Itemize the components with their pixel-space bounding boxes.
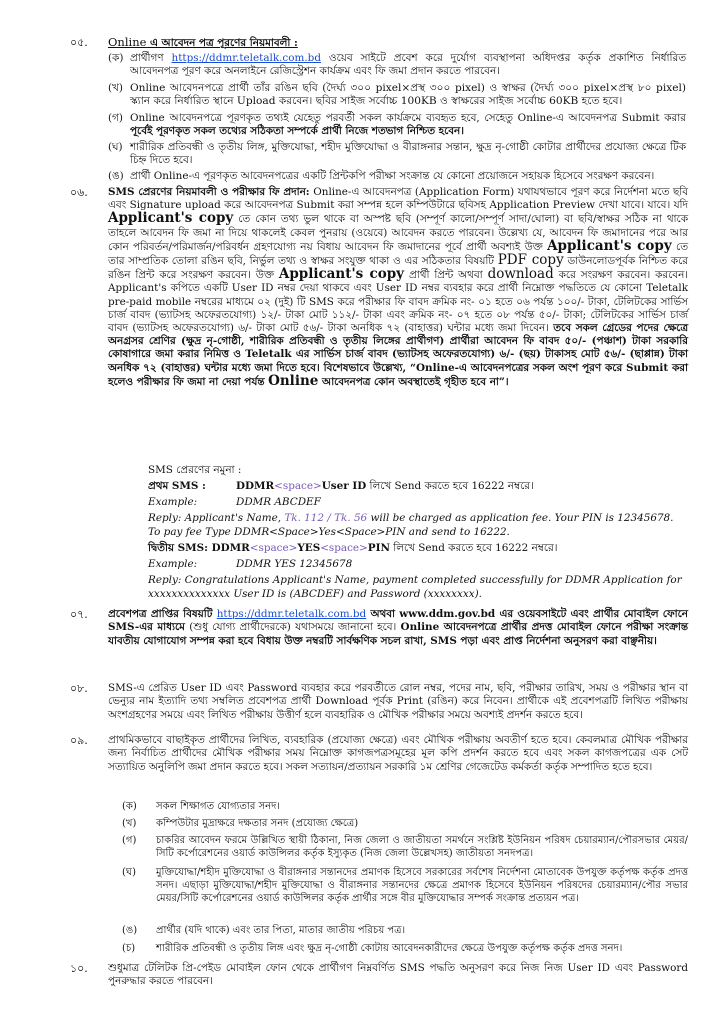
item-text: Online আবেদনপত্রে প্রার্থী তাঁর রঙিন ছবি (দৈর্ঘ্য ৩০০ pixel×প্রস্থ ৩০০ pixel) ও স্বাক্ষর (দৈর্ঘ্য ৩০০ pixel×প্রস্থ ৮০ pixel) স্ক্যান করে নির্ধারিত স্থানে Upload করবেন। ছবির সাইজ সর্বোচ্চ 100KB ও স্বাক্ষরের সাইজ সর্বোচ্চ 60KB হতে হবে।	[130, 82, 686, 108]
section-number: ০৯.	[70, 734, 88, 747]
section-title-online: Online	[108, 35, 147, 49]
section-08-body: SMS-এ প্রেরিত User ID এবং Password ব্যবহার করে পরবর্তীতে রোল নম্বর, পদের নাম, ছবি, পরীক্ষার তারিখ, সময় ও পরীক্ষার স্থান বা ভেন্যুর নাম ইত্যাদি তথ্য সম্বলিত প্রবেশপত্র প্রার্থী Download পূর্বক Print (রঙিন) করে নিবেন। প্রার্থীকে এই প্রবেশপত্রটি লিখিত পরীক্ষায় অংশগ্রহণের সময়ে এবং লিখিত পরীক্ষায় উত্তীর্ণ হলে ব্যবহারিক ও মৌখিক পরীক্ষার সময়ে অবশ্যই প্রদর্শন করতে হবে।	[108, 682, 688, 721]
section-number: ০৫.	[70, 36, 88, 49]
item-label: (ক)	[108, 52, 124, 64]
item-label: (চ)	[122, 943, 136, 954]
item-text: শারীরিক প্রতিবন্ধী ও তৃতীয় লিঙ্গ এবং ক্ষুদ্র নৃ-গোষ্ঠী কোটায় আবেদনকারীদের ক্ষেত্রে উপযুক্ত কর্তৃপক্ষ কর্তৃক প্রদত্ত সনদ।	[156, 943, 623, 954]
reply-1: Reply: Applicant's Name, Tk. 112 / Tk. 56 will be charged as application fee. Your PIN is 12345678. To pay fee Type DDMR<Space>Yes<Space>PIN and send to 16222.	[148, 512, 674, 538]
sms-sample-title: SMS প্রেরণের নমুনা :	[148, 464, 242, 476]
example-1: Example: DDMR ABCDEF	[148, 496, 321, 508]
section-06-body: SMS প্রেরণের নিয়মাবলী ও পরীক্ষার ফি প্রদান: Online-এ আবেদনপত্র (Application Form) যথাযথভাবে পূরণ করে নির্দেশনা মতে ছবি এবং Signature upload করে আবেদনপত্র Submit করা সম্পন্ন হলে কম্পিউটারে ছবিসহ Application Preview দেখা যাবে। যাবে। যদি Applicant's copy তে কোন তথ্য ভুল থাকে বা অস্পষ্ট ছবি (সম্পূর্ণ কালো/সম্পূর্ণ সাদা/ঘোলা) বা ছবি/স্বাক্ষর সঠিক না থাকে তাহলে আবেদন ফি জমা না দিয়ে থাকলেই কেবল পুনরায় (ওয়েবে) আবেদন করতে পারবেন। উল্লেখ্য যে, আবেদন ফি জমাদানের পরে আর কোন পরিবর্তন/পরিমার্জন/পরিবর্ধন গ্রহণযোগ্য নয় বিধায় আবেদন ফি জমাদানের পূর্বে প্রার্থী অবশ্যই উক্ত Applicant's copy তে তার সাম্প্রতিক তোলা রঙিন ছবি, নির্ভুল তথ্য ও স্বাক্ষর সংযুক্ত থাকা ও এর সঠিকতার বিষয়টি PDF copy ডাউনলোডপূর্বক নিশ্চিত করে রঙিন প্রিন্ট করে সংরক্ষণ করবেন। উক্ত Applicant's copy প্রার্থী প্রিন্ট অথবা download করে সংরক্ষণ করবেন। করবেন। Applicant's কপিতে একটি User ID নম্বর দেয়া থাকবে এবং User ID নম্বর ব্যবহার করে প্রার্থী নিম্নোক্ত পদ্ধতিতে যে কোনো Teletalk pre-paid mobile নম্বরের মাধ্যমে ০২ (দুই) টি SMS করে পরীক্ষার ফি বাবদ ক্রমিক নং- ০১ হতে ০৬ পর্যন্ত ১০০/- টাকা, টেলিটকের সার্ভিস চার্জ বাবদ (ভ্যাটসহ অফেরতযোগ্য) ১২/- টাকা মোট ১১২/- টাকা এবং ক্রমিক নং- ০৭ হতে ০৮ পর্যন্ত ৫০/- টাকা; টেলিটকের সার্ভিস চার্জ বাবদ (ভ্যাটসহ অফেরতযোগ্য) ৬/- টাকা মোট ৫৬/- টাকা অনধিক ৭২ (বাহাত্তর) ঘন্টার মধ্যে জমা দিবেন। তবে সকল গ্রেডের পদের ক্ষেত্রে অনগ্রসর শ্রেণির (ক্ষুদ্র নৃ-গোষ্ঠী, শারীরিক প্রতিবন্ধী ও তৃতীয় লিঙ্গের প্রার্থীগণ) প্রার্থীরা আবেদন ফি বাবদ ৫০/- (পঞ্চাশ) টাকা সরকারি কোষাগারে জমা করার নিমিত্ত ও Teletalk এর সার্ভিস চার্জ বাবদ (ভ্যাটসহ অফেরতযোগ্য) ৬/- (ছয়) টাকাসহ মোট ৫৬/- (ছাপ্পান্ন) টাকা অনধিক ৭২ (বাহাত্তর) ঘন্টার মধ্যে জমা দিতে হবে। বিশেষভাবে উল্লেখ্য, “Online-এ আবেদনপত্রের সকল অংশ পূরণ করে Submit করা হলেও পরীক্ষার ফি জমা না দেয়া পর্যন্ত Online আবেদনপত্র কোন অবস্থাতেই গৃহীত হবে না”।	[108, 186, 689, 389]
item-label: (গ)	[122, 835, 137, 846]
teletalk-link[interactable]: https://ddmr.teletalk.com.bd	[171, 52, 321, 64]
section-07-body: প্রবেশপত্র প্রাপ্তির বিষয়টি https://ddmr.teletalk.com.bd অথবা www.ddm.gov.bd এর ওয়েবসাইটে এবং প্রার্থীর মোবাইল ফোনে SMS-এর মাধ্যমে (শুধু যোগ্য প্রার্থীদেরকে) যথাসময়ে জানানো হবে। Online আবেদনপত্রে প্রার্থীর প্রদত্ত মোবাইল ফোনে পরীক্ষা সংক্রান্ত যাবতীয় যোগাযোগ সম্পন্ন করা হবে বিধায় উক্ত নম্বরটি সার্বক্ষণিক সচল রাখা, SMS পড়া এবং প্রাপ্ত নির্দেশনা অনুসরণ করা বাঞ্ছনীয়।	[108, 608, 688, 647]
section-number: ১০.	[70, 962, 88, 975]
item-label: (ক)	[122, 801, 137, 812]
first-sms-line: প্রথম SMS : DDMR<space>User ID লিখে Send করতে হবে 16222 নম্বরে।	[148, 480, 534, 492]
item-text: কম্পিউটার মুদ্রাক্ষরে দক্ষতার সনদ (প্রযোজ্য ক্ষেত্রে)	[156, 818, 359, 829]
item-label: (ঘ)	[122, 867, 136, 878]
item-label: (গ)	[108, 112, 123, 124]
item-label: (ঙ)	[108, 170, 124, 182]
reply-2: Reply: Congratulations Applicant's Name, payment completed successfully for DDMR Application for xxxxxxxxxxxxxx User ID is (ABCDEF) and Password (xxxxxxxx).	[148, 574, 682, 600]
item-text: প্রার্থী Online-এ পূরণকৃত আবেদনপত্রের একটি প্রিন্টকপি পরীক্ষা সংক্রান্ত যে কোনো প্রয়োজনে সহায়ক হিসেবে সংরক্ষণ করবেন।	[130, 170, 655, 182]
section-number: ০৮.	[70, 682, 88, 695]
item-label: (খ)	[122, 818, 137, 829]
item-label: (ঘ)	[108, 141, 123, 153]
item-text: চাকরির আবেদন ফরমে উল্লিখিত স্থায়ী ঠিকানা, নিজ জেলা ও জাতীয়তা সমর্থনে সংশ্লিষ্ট ইউনিয়ন পরিষদ চেয়ারম্যান/পৌরসভার মেয়র/সিটি কর্পোরেশনের ওয়ার্ড কাউন্সিলর কর্তৃক ইস্যুকৃত (নিজ জেলা উল্লেখসহ) জাতীয়তা সনদপত্র।	[156, 835, 688, 859]
teletalk-link[interactable]: https://ddmr.teletalk.com.bd	[216, 608, 367, 620]
item-label: (খ)	[108, 82, 123, 94]
item-text: প্রার্থীর (যদি থাকে) এবং তার পিতা, মাতার জাতীয় পরিচয় পত্র।	[156, 925, 406, 936]
section-09-body: প্রাথমিকভাবে বাছাইকৃত প্রার্থীদের লিখিত, ব্যবহারিক (প্রযোজ্য ক্ষেত্রে) এবং মৌখিক পরীক্ষায় অবতীর্ণ হতে হবে। কেবলমাত্র মৌখিক পরীক্ষার জন্য নির্বাচিত প্রার্থীদের মৌখিক পরীক্ষার সময় নিম্নোক্ত কাগজপত্রসমূহের মূল কপি প্রদর্শন করতে হবে এবং সকল কাগজপত্রের এক সেট সত্যায়িত অনুলিপি জমা প্রদান করতে হবে। সকল সত্যায়ন/প্রত্যায়ন সরকারি ১ম শ্রেণির গেজেটেড কর্মকর্তা কর্তৃক সম্পাদিত হতে হবে।	[108, 734, 688, 773]
item-text: মুক্তিযোদ্ধা/শহীদ মুক্তিযোদ্ধা ও বীরাঙ্গনার সন্তানদের প্রমাণক হিসেবে সরকারের সর্বশেষ নির্দেশনা মোতাবেক উপযুক্ত কর্তৃপক্ষ কর্তৃক প্রদত্ত সনদ। এছাড়া মুক্তিযোদ্ধা/শহীদ মুক্তিযোদ্ধা ও বীরাঙ্গনার সন্তানদের ক্ষেত্রে প্রমাণক হিসেবে ইউনিয়ন পরিষদের চেয়ারম্যান/পৌর সভার মেয়র/সিটি কর্পোরেশনের ওয়ার্ড কাউন্সিলর কর্তৃক প্রার্থীর সঙ্গে বীর মুক্তিযোদ্ধার সম্পর্ক সংক্রান্ত প্রত্যয়ন পত্র।	[156, 867, 688, 904]
item-label: (ঙ)	[122, 925, 138, 936]
second-sms-line: দ্বিতীয় SMS: DDMR<space>YES<space>PIN লিখে Send করতে হবে 16222 নম্বরে।	[148, 542, 558, 554]
section-number: ০৭.	[70, 608, 88, 621]
section-title-rest: এ আবেদন পত্র পূরণের নিয়মাবলী :	[146, 37, 298, 49]
section-title	[108, 36, 688, 50]
item-text: সকল শিক্ষাগত যোগ্যতার সনদ।	[156, 801, 280, 812]
item-text: প্রার্থীগণ https://ddmr.teletalk.com.bd ওয়েব সাইটে প্রবেশ করে দুর্যোগ ব্যবস্থাপনা অধিদপ্তর কর্তৃক প্রকাশিত নির্ধারিত আবেদনপত্র পূরণ করে অনলাইনে রেজিস্ট্রেশন কার্যক্রম এবং ফি জমা প্রদান করতে পারবেন।	[130, 52, 686, 78]
example-2: Example: DDMR YES 12345678	[148, 558, 353, 570]
item-text: শারীরিক প্রতিবন্ধী ও তৃতীয় লিঙ্গ, মুক্তিযোদ্ধা, শহীদ মুক্তিযোদ্ধা ও বীরাঙ্গনার সন্তান, ক্ষুদ্র নৃ-গোষ্ঠী কোটার প্রার্থীদের প্রযোজ্য ক্ষেত্রে টিক চিহ্ন দিতে হবে।	[130, 141, 686, 167]
section-10-body: শুধুমাত্র টেলিটক প্রি-পেইড মোবাইল ফোন থেকে প্রার্থীগণ নিম্নবর্ণিত SMS পদ্ধতি অনুসরণ করে নিজ নিজ User ID এবং Password পুনরুদ্ধার করতে পারবেন।	[108, 962, 688, 988]
item-text: Online আবেদনপত্রে পূরণকৃত তথ্যই যেহেতু পরবর্তী সকল কার্যক্রমে ব্যবহৃত হবে, সেহেতু Online-এ আবেদনপত্র Submit করার পূর্বেই পূরণকৃত সকল তথ্যের সঠিকতা সম্পর্কে প্রার্থী নিজে শতভাগ নিশ্চিত হবেন।	[130, 112, 686, 138]
section-number: ০৬.	[70, 186, 88, 199]
